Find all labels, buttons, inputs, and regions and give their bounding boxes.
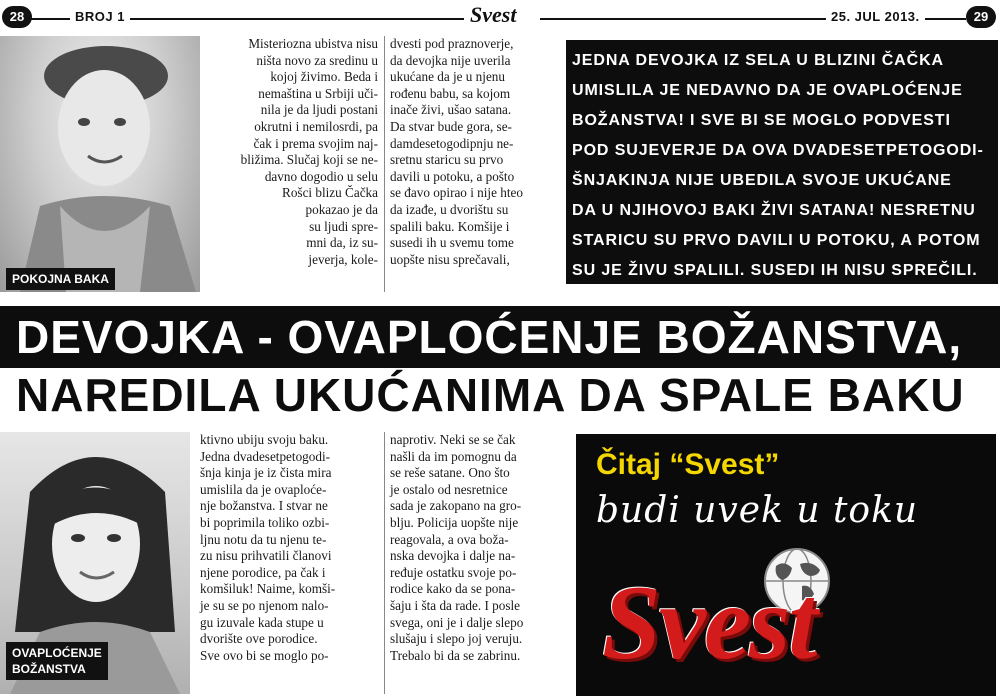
article-column-4 — [390, 432, 558, 664]
photo-caption-bottom — [6, 642, 108, 680]
intro-line: STARICU SU PRVO DAVILI U POTOKU, A POTOM — [572, 232, 981, 249]
ad-slogan: budi uvek u toku — [596, 490, 919, 531]
ad-logo: Svest — [602, 564, 816, 681]
article-text: naprotiv. Neki se se čak našli da im pomognu da se reše satane. Ono što je ostalo od nesretnice sada je zakopano na gro- blju. Policija uopšte nije reagovala, a ova boža- nska devojka i dalje na- ređuje ostatku svoje po- rodice kako da se pona- šaju i šta da rade. I posle svega, oni je i dalje slepo slušaju i slepo joj veruju. Trebalo bi da se zabrinu. — [390, 432, 524, 663]
promo-ad — [576, 434, 996, 696]
article-column-3 — [200, 432, 378, 664]
intro-line: ŠNJAKINJA NIJE UBEDILA SVOJE UKUĆANE — [572, 172, 952, 189]
page-number-left: 28 — [2, 6, 32, 28]
intro-line: DA U NJIHOVOJ BAKI ŽIVI SATANA! NESRETNU — [572, 202, 976, 219]
caption-line: BOŽANSTVA — [12, 662, 86, 676]
grandmother-portrait-illustration — [0, 36, 200, 292]
headline-line-2: NAREDILA UKUĆANIMA DA SPALE BAKU — [16, 369, 965, 421]
intro-line: SU JE ŽIVU SPALILI. SUSEDI IH NISU SPREČILI. — [572, 262, 978, 279]
girl-photo — [0, 432, 190, 694]
headline-line-1: DEVOJKA - OVAPLOĆENJE BOŽANSTVA, — [0, 306, 1000, 368]
page-number-right: 29 — [966, 6, 996, 28]
photo-caption-top: POKOJNA BAKA — [6, 268, 115, 290]
article-text: ktivno ubiju svoju baku. Jedna dvadesetpetogodi- šnja kinja je iz čista mira umislila da je ovaploće- nje božanstva. I stvar ne bi poprimila toliko ozbi- ljnu notu da tu njenu te- zu nisu prihvatili članovi njene porodice, pa čak i komšiluk! Naime, komši- je su se po njenom nalo- gu izuvale kada stupe u dvorište ove porodice. Sve ovo bi se moglo po- — [200, 432, 336, 663]
intro-line: POD SUJEVERJE DA OVA DVADESETPETOGODI- — [572, 142, 984, 159]
caption-line: OVAPLOĆENJE — [12, 646, 102, 660]
page-header — [0, 0, 1000, 34]
intro-line: JEDNA DEVOJKA IZ SELA U BLIZINI ČAČKA — [572, 52, 944, 69]
article-text: dvesti pod praznoverje, da devojka nije uverila ukućane da je u njenu rođenu babu, sa kojom inače živi, ušao satana. Da stvar bude gora, se- damdesetogodipnju ne- sretnu staricu su prvo davili u potoku, a pošto se đavo opirao i nije hteo da izađe, u dvorištu su spalili baku. Komšije i susedi ih u svemu tome uopšte nisu sprečavali, — [390, 36, 523, 267]
column-divider — [384, 36, 385, 292]
article-column-2 — [390, 36, 558, 268]
column-divider — [384, 432, 385, 694]
intro-box — [566, 40, 998, 284]
intro-line: UMISLILA JE NEDAVNO DA JE OVAPLOĆENJE — [572, 82, 963, 99]
ad-read-label: Čitaj “Svest” — [596, 448, 780, 481]
article-column-1 — [200, 36, 378, 268]
header-logo: Svest — [464, 2, 522, 28]
grandmother-photo — [0, 36, 200, 292]
issue-date: 25. JUL 2013. — [826, 9, 925, 24]
issue-label: BROJ 1 — [70, 9, 130, 24]
intro-line: BOŽANSTVA! I SVE BI SE MOGLO PODVESTI — [572, 112, 951, 129]
article-text: Misteriozna ubistva nisu ništa novo za sredinu u kojoj živimo. Beda i nemaština u Srbiji uči- nila je da ljudi postani okrutni i nemilosrdi, pa čak i prema svojim naj- bližima. Slučaj koji se ne- davno dogodio u selu Rošci blizu Čačka pokazao je da su ljudi spre- mni da, iz su- jeverja, kole- — [240, 36, 378, 267]
